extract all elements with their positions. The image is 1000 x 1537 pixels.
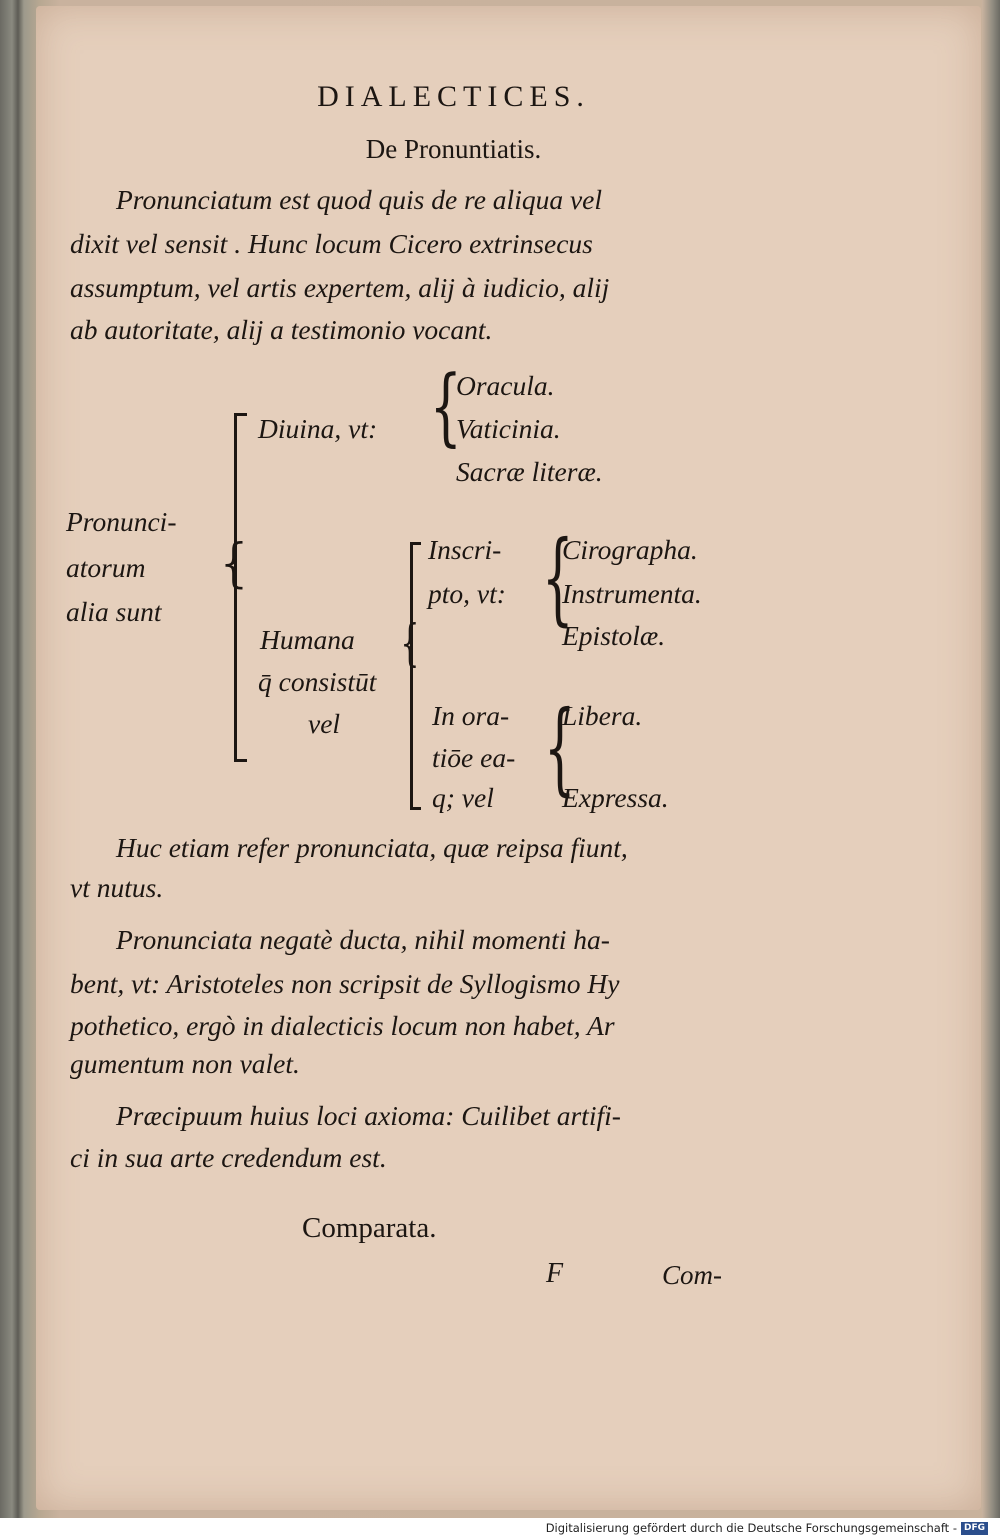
signature-mark: F <box>546 1258 564 1289</box>
humana-label-line: vel <box>308 708 341 739</box>
intro-line: dixit vel sensit . Hunc locum Cicero extrinsecus <box>70 228 593 259</box>
section-title: De Pronuntiatis. <box>365 134 542 164</box>
intro-line: assumptum, vel artis expertem, alij à iudicio, alij <box>70 272 610 303</box>
para2-line: Huc etiam refer pronunciata, quæ reipsa fiunt, <box>116 832 628 863</box>
oratione-brace: { <box>543 689 576 806</box>
para4-line: ci in sua arte credendum est. <box>70 1142 387 1173</box>
catchword: Com- <box>662 1260 722 1290</box>
divina-item: Vaticinia. <box>456 413 561 444</box>
running-head: DIALECTICES. <box>317 80 590 113</box>
oratione-item: Libera. <box>562 700 643 731</box>
para4-line: Præcipuum huius loci axioma: Cuilibet artifi- <box>116 1100 621 1131</box>
scripto-label-line: Inscri- <box>428 534 502 565</box>
humana-bracket <box>410 542 421 810</box>
scripto-item: Epistolæ. <box>562 620 666 651</box>
divina-label: Diuina, vt: <box>258 413 378 444</box>
scripto-item: Cirographa. <box>562 534 698 565</box>
scripto-label-line: pto, vt: <box>428 578 506 609</box>
intro-line: ab autoritate, alij a testimonio vocant. <box>70 314 493 345</box>
book-edge <box>982 0 1000 1518</box>
divina-item: Sacræ literæ. <box>456 456 603 487</box>
oratione-label-line: tiōe ea- <box>432 742 516 773</box>
root-label-line: Pronunci- <box>66 506 177 537</box>
section-next-heading: Comparata. <box>302 1212 437 1244</box>
main-bracket <box>234 413 247 762</box>
root-brace: { <box>220 532 248 595</box>
humana-brace: { <box>400 614 420 672</box>
divina-item: Oracula. <box>456 370 555 401</box>
dfg-logo: DFG <box>961 1522 988 1535</box>
root-label-line: alia sunt <box>66 596 162 627</box>
book-page <box>36 6 981 1510</box>
credit-text: Digitalisierung gefördert durch die Deutsche Forschungsgemeinschaft - <box>545 1521 957 1535</box>
para3-line: bent, vt: Aristoteles non scripsit de Syllogismo Hy <box>70 968 620 999</box>
scripto-brace: { <box>541 519 574 636</box>
humana-label-line: q̄ consistūt <box>258 666 377 697</box>
humana-label-line: Humana <box>260 624 355 655</box>
divina-brace: { <box>429 357 462 455</box>
oratione-label-line: In ora- <box>432 700 510 731</box>
para2-line: vt nutus. <box>70 872 164 903</box>
para3-line: pothetico, ergò in dialecticis locum non habet, Ar <box>70 1010 615 1041</box>
scripto-item: Instrumenta. <box>562 578 702 609</box>
oratione-label-line: q; vel <box>432 782 494 813</box>
root-label-line: atorum <box>66 552 146 583</box>
para3-line: gumentum non valet. <box>70 1048 300 1079</box>
para3-line: Pronunciata negatè ducta, nihil momenti ha- <box>116 924 610 955</box>
oratione-item: Expressa. <box>562 782 669 813</box>
intro-line: Pronunciatum est quod quis de re aliqua vel <box>116 184 603 215</box>
digitization-credit <box>0 1520 988 1537</box>
